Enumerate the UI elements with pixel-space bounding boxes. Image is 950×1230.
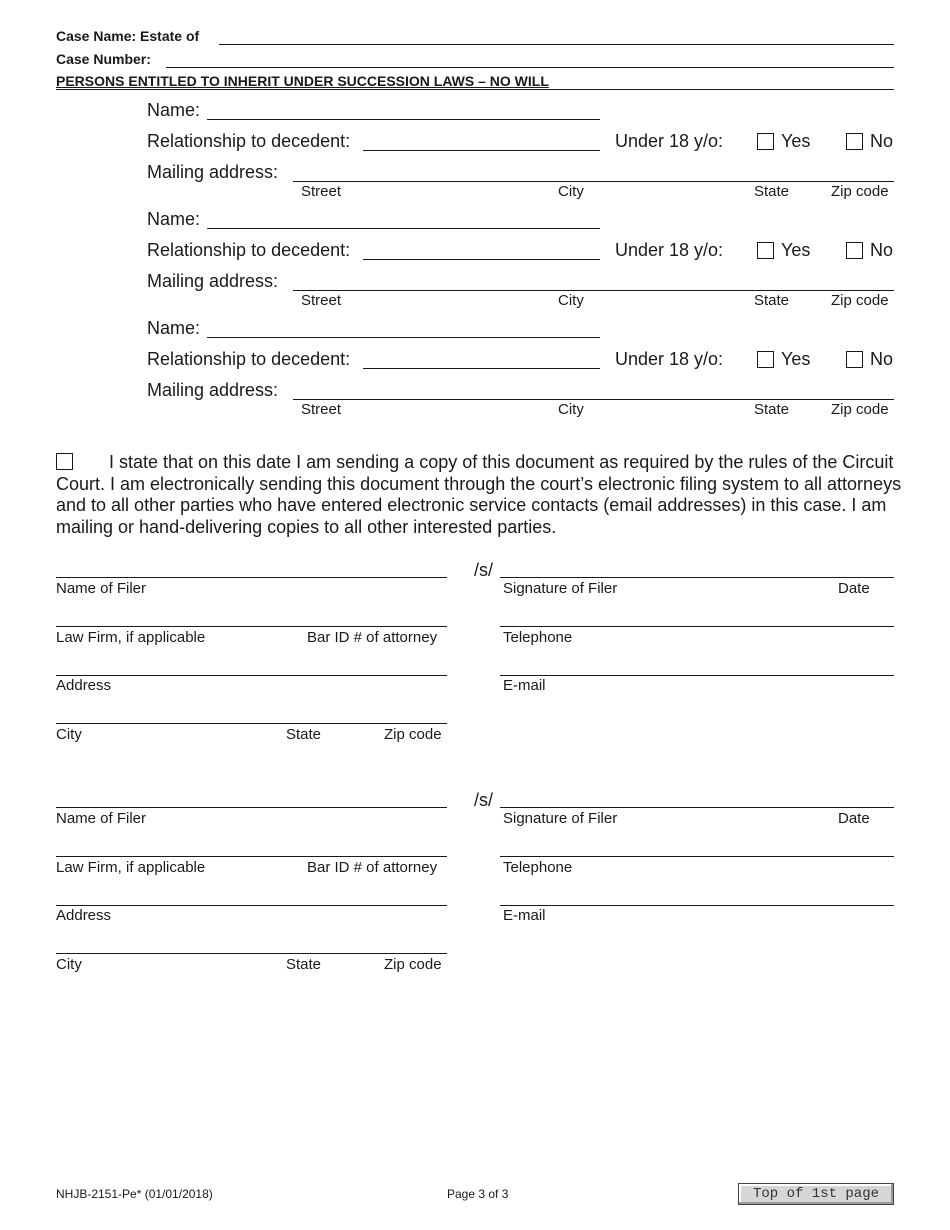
street-caption: Street [301, 292, 342, 309]
no-label: No [870, 240, 894, 260]
state-caption: State [754, 401, 790, 418]
section-title: PERSONS ENTITLED TO INHERIT UNDER SUCCESSION LAWS – NO WILL [56, 73, 549, 89]
law-firm-caption: Law Firm, if applicable [56, 629, 206, 646]
name-label: Name: [147, 209, 201, 229]
signature-of-filer-caption: Signature of Filer [503, 580, 618, 597]
state-caption: State [286, 726, 322, 743]
under18-no-checkbox[interactable] [846, 133, 863, 150]
person-name-field[interactable] [207, 119, 600, 120]
certification-text: I state that on this date I am sending a copy of this document as required by the rules of the Circuit Court. I am electronically sending this document through the court’s electronic filing system to all attorneys and to all other parties who have entered electronic service contacts (email addresses) in this case. I am mailing or hand-delivering copies to all other interested parties. [56, 452, 902, 537]
signature-of-filer-field[interactable] [500, 577, 894, 578]
case-number-field[interactable] [166, 67, 894, 68]
mailing-address-field[interactable] [293, 399, 894, 400]
zip-caption: Zip code [831, 292, 889, 309]
email-field[interactable] [500, 905, 894, 906]
no-label: No [870, 349, 894, 369]
relationship-label: Relationship to decedent: [147, 349, 351, 369]
bar-id-caption: Bar ID # of attorney [307, 629, 438, 646]
law-firm-caption: Law Firm, if applicable [56, 859, 206, 876]
address-field[interactable] [56, 675, 447, 676]
email-field[interactable] [500, 675, 894, 676]
top-of-first-page-button[interactable]: Top of 1st page [738, 1183, 894, 1205]
case-name-label: Case Name: Estate of [56, 28, 200, 44]
under18-no-checkbox[interactable] [846, 351, 863, 368]
case-name-field[interactable] [219, 44, 894, 45]
under18-label: Under 18 y/o: [615, 349, 724, 369]
city-caption: City [558, 292, 584, 309]
telephone-field[interactable] [500, 856, 894, 857]
relationship-field[interactable] [363, 150, 600, 151]
relationship-field[interactable] [363, 368, 600, 369]
mailing-address-field[interactable] [293, 181, 894, 182]
page-number: Page 3 of 3 [447, 1187, 509, 1201]
yes-label: Yes [781, 240, 811, 260]
email-caption: E-mail [503, 677, 546, 694]
city-caption: City [56, 726, 82, 743]
telephone-caption: Telephone [503, 629, 573, 646]
relationship-label: Relationship to decedent: [147, 131, 351, 151]
city-caption: City [558, 401, 584, 418]
law-firm-field[interactable] [56, 856, 447, 857]
date-caption: Date [838, 580, 870, 597]
zip-caption: Zip code [384, 956, 442, 973]
date-caption: Date [838, 810, 870, 827]
city-caption: City [558, 183, 584, 200]
zip-caption: Zip code [384, 726, 442, 743]
city-state-zip-field[interactable] [56, 953, 447, 954]
under18-no-checkbox[interactable] [846, 242, 863, 259]
law-firm-field[interactable] [56, 626, 447, 627]
street-caption: Street [301, 401, 342, 418]
section-divider [56, 89, 894, 90]
name-of-filer-field[interactable] [56, 807, 447, 808]
form-id: NHJB-2151-Pe* (01/01/2018) [56, 1187, 213, 1201]
city-state-zip-field[interactable] [56, 723, 447, 724]
email-caption: E-mail [503, 907, 546, 924]
sig-prefix: /s/ [474, 560, 494, 580]
name-label: Name: [147, 318, 201, 338]
bar-id-caption: Bar ID # of attorney [307, 859, 438, 876]
under18-yes-checkbox[interactable] [757, 351, 774, 368]
signature-of-filer-field[interactable] [500, 807, 894, 808]
signature-of-filer-caption: Signature of Filer [503, 810, 618, 827]
under18-yes-checkbox[interactable] [757, 133, 774, 150]
telephone-field[interactable] [500, 626, 894, 627]
state-caption: State [754, 183, 790, 200]
state-caption: State [754, 292, 790, 309]
certification-checkbox[interactable] [56, 453, 73, 470]
name-of-filer-caption: Name of Filer [56, 580, 147, 597]
no-label: No [870, 131, 894, 151]
mailing-label: Mailing address: [147, 380, 279, 400]
address-field[interactable] [56, 905, 447, 906]
under18-label: Under 18 y/o: [615, 131, 724, 151]
mailing-label: Mailing address: [147, 271, 279, 291]
zip-caption: Zip code [831, 183, 889, 200]
telephone-caption: Telephone [503, 859, 573, 876]
city-caption: City [56, 956, 82, 973]
zip-caption: Zip code [831, 401, 889, 418]
yes-label: Yes [781, 131, 811, 151]
person-name-field[interactable] [207, 228, 600, 229]
name-label: Name: [147, 100, 201, 120]
relationship-label: Relationship to decedent: [147, 240, 351, 260]
mailing-address-field[interactable] [293, 290, 894, 291]
certification-paragraph [56, 452, 906, 538]
name-of-filer-field[interactable] [56, 577, 447, 578]
mailing-label: Mailing address: [147, 162, 279, 182]
street-caption: Street [301, 183, 342, 200]
under18-label: Under 18 y/o: [615, 240, 724, 260]
address-caption: Address [56, 907, 112, 924]
yes-label: Yes [781, 349, 811, 369]
case-number-label: Case Number: [56, 51, 151, 67]
person-name-field[interactable] [207, 337, 600, 338]
name-of-filer-caption: Name of Filer [56, 810, 147, 827]
relationship-field[interactable] [363, 259, 600, 260]
address-caption: Address [56, 677, 112, 694]
under18-yes-checkbox[interactable] [757, 242, 774, 259]
sig-prefix: /s/ [474, 790, 494, 810]
state-caption: State [286, 956, 322, 973]
